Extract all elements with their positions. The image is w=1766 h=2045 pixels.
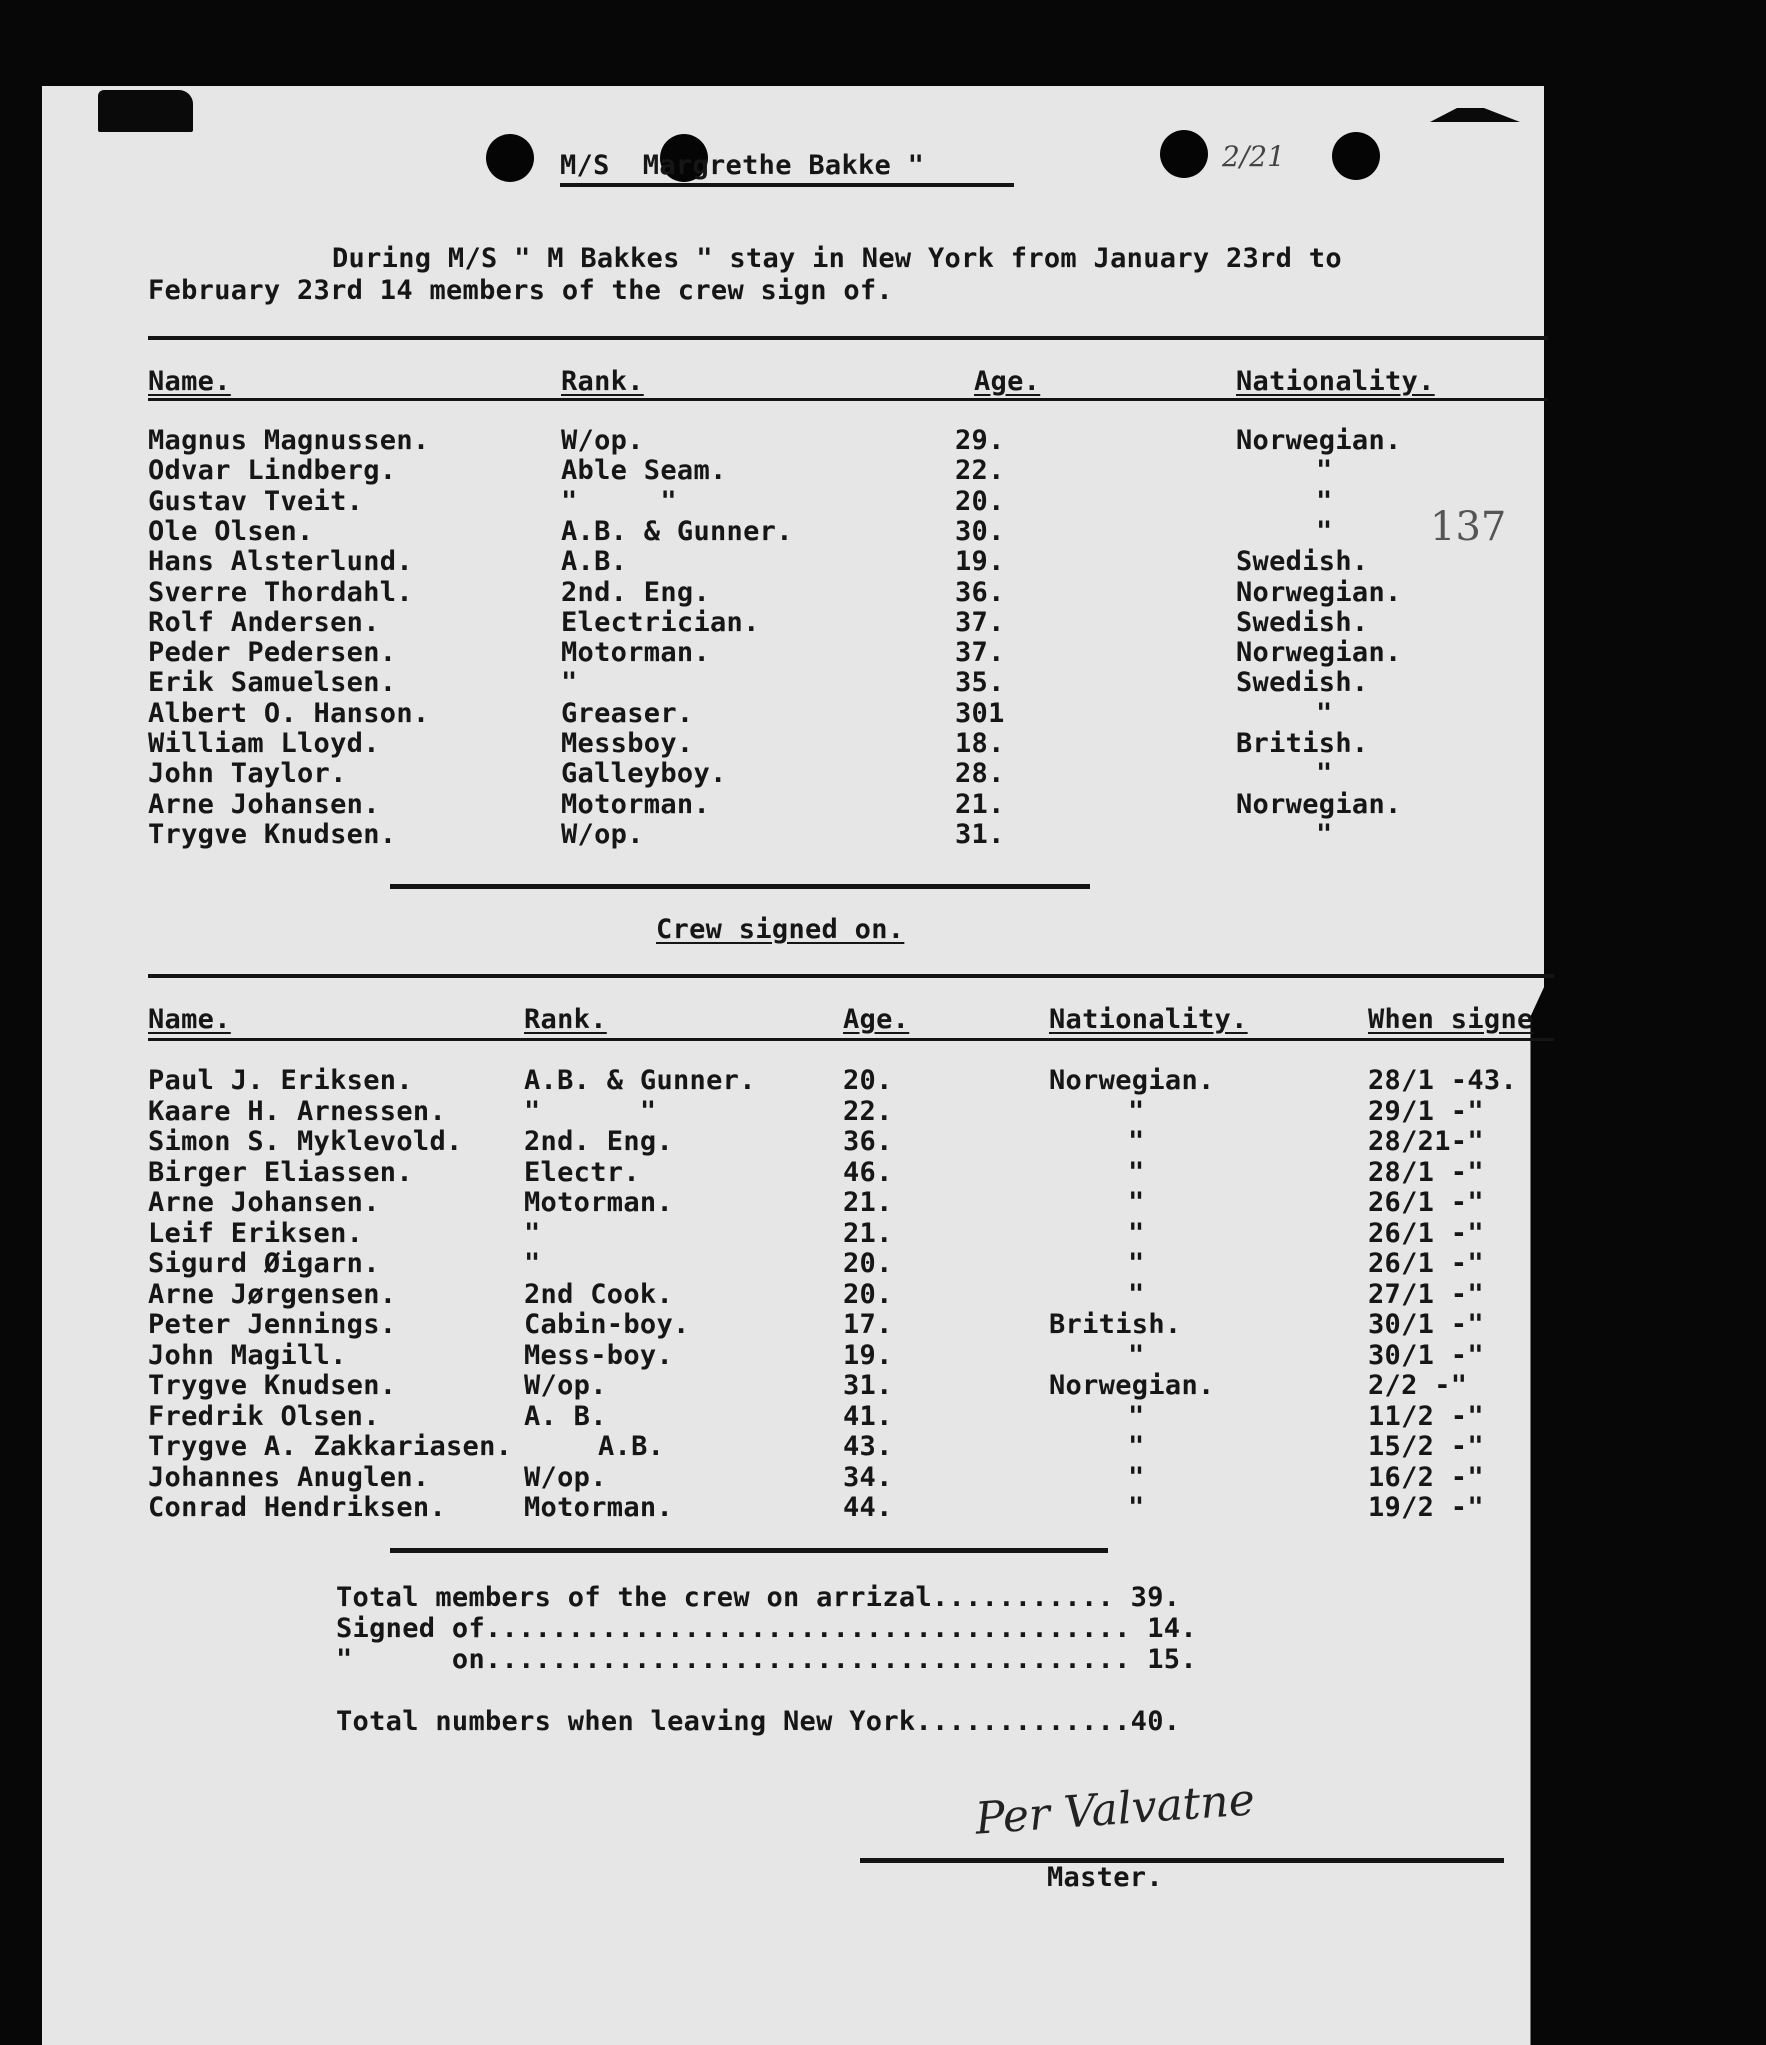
signed-on-age: 31. — [843, 1370, 893, 1401]
signed-off-row — [0, 607, 1500, 637]
signed-off-name: Arne Johansen. — [148, 788, 380, 820]
signed-on-when: 15/2 -" — [1368, 1431, 1484, 1462]
signed-on-rank: Electr. — [524, 1156, 640, 1188]
signed-off-rank: Motorman. — [561, 637, 710, 669]
signed-on-name: Trygve Knudsen. — [148, 1370, 397, 1401]
signed-on-row — [0, 1096, 1500, 1126]
signed-off-row — [0, 577, 1500, 607]
signed-off-nationality: British. — [1236, 728, 1369, 759]
signed-on-age: 22. — [843, 1095, 893, 1127]
signed-on-row — [0, 1492, 1500, 1522]
signed-on-nationality: " — [1128, 1187, 1145, 1218]
signed-off-age: 18. — [955, 728, 1005, 759]
signed-off-age: 22. — [955, 455, 1005, 487]
corner-blot — [98, 90, 193, 132]
header2-nationality: Nationality. — [1049, 1004, 1248, 1035]
signed-on-name: Birger Eliassen. — [148, 1156, 413, 1188]
signed-off-name: William Lloyd. — [148, 728, 380, 759]
signed-on-when: 19/2 -" — [1368, 1492, 1484, 1523]
signed-off-age: 28. — [955, 758, 1005, 790]
signed-on-age: 21. — [843, 1217, 893, 1249]
signed-off-age: 301 — [955, 697, 1005, 729]
punch-hole-4 — [1332, 132, 1380, 180]
signed-off-name: Gustav Tveit. — [148, 485, 364, 517]
signed-off-rank: A.B. & Gunner. — [561, 515, 793, 547]
signed-off-rank: Motorman. — [561, 788, 710, 820]
signed-off-name: Ole Olsen. — [148, 515, 314, 547]
signed-on-row — [0, 1340, 1500, 1370]
signed-on-row — [0, 1065, 1517, 1096]
summary-signed-off: Signed of....................................... 14. — [336, 1613, 1197, 1644]
signed-off-name: Peder Pedersen. — [148, 637, 397, 669]
signed-off-rank: W/op. — [561, 818, 644, 850]
signed-on-age: 41. — [843, 1400, 893, 1432]
signed-off-row — [0, 667, 1500, 697]
signed-off-row — [0, 698, 1500, 728]
signed-off-age: 31. — [955, 818, 1005, 850]
signed-on-name: Kaare H. Arnessen. — [148, 1095, 446, 1127]
signed-off-name: John Taylor. — [148, 758, 347, 790]
signed-on-when: 26/1 -" — [1368, 1248, 1484, 1279]
signed-on-when: 30/1 -" — [1368, 1339, 1484, 1371]
table2-header — [0, 1004, 1534, 1035]
signed-on-rank: " " — [524, 1095, 657, 1127]
table2-header-rule — [148, 1038, 1554, 1041]
signed-off-name: Erik Samuelsen. — [148, 667, 397, 699]
table1-header-rule — [148, 398, 1548, 401]
signed-on-age: 34. — [843, 1461, 893, 1493]
signed-off-rank: " " — [561, 485, 677, 517]
signed-off-rank: Able Seam. — [561, 455, 727, 487]
master-label: Master. — [1047, 1862, 1163, 1893]
signed-on-age: 44. — [843, 1492, 893, 1523]
signed-on-row — [0, 1462, 1500, 1492]
signed-off-nationality: " — [1316, 455, 1333, 487]
signed-off-nationality: Norwegian. — [1236, 425, 1402, 456]
signed-on-age: 21. — [843, 1187, 893, 1218]
signed-on-nationality: " — [1128, 1248, 1145, 1279]
signed-off-row — [0, 728, 1500, 758]
master-signature: Per Valvatne — [973, 1774, 1257, 1845]
signed-off-name: Albert O. Hanson. — [148, 697, 430, 729]
signed-off-nationality: Swedish. — [1236, 667, 1369, 699]
signed-off-nationality: Norwegian. — [1236, 576, 1402, 608]
signed-on-when: 29/1 -" — [1368, 1095, 1484, 1127]
signed-off-age: 36. — [955, 576, 1005, 608]
signed-off-name: Hans Alsterlund. — [148, 546, 413, 578]
signed-on-nationality: " — [1128, 1339, 1145, 1371]
header2-when: When signe — [1368, 1004, 1534, 1035]
signed-off-rank: W/op. — [561, 425, 644, 456]
signed-on-rank: 2nd. Eng. — [524, 1126, 673, 1157]
punch-hole-3 — [1160, 130, 1208, 178]
signed-on-nationality: " — [1128, 1095, 1145, 1127]
signed-off-name: Odvar Lindberg. — [148, 455, 397, 487]
signed-off-name: Rolf Andersen. — [148, 606, 380, 638]
signed-on-nationality: " — [1128, 1461, 1145, 1493]
document-title: M/S Margrethe Bakke " — [560, 150, 925, 181]
signed-off-nationality: " — [1316, 697, 1333, 729]
signed-on-rank: A.B. & Gunner. — [524, 1065, 756, 1096]
signed-off-nationality: Swedish. — [1236, 606, 1369, 638]
signed-on-row — [0, 1187, 1500, 1217]
signed-on-when: 2/2 -" — [1368, 1370, 1468, 1401]
signed-off-nationality: " — [1316, 515, 1333, 547]
signed-on-nationality: " — [1128, 1156, 1145, 1188]
signed-off-nationality: Norwegian. — [1236, 637, 1402, 669]
signed-on-row — [0, 1126, 1500, 1156]
signed-on-nationality: " — [1128, 1217, 1145, 1249]
signed-on-when: 26/1 -" — [1368, 1217, 1484, 1249]
signed-on-rank: " — [524, 1217, 541, 1249]
header-rank: Rank. — [561, 366, 644, 397]
header2-name: Name. — [148, 1004, 231, 1035]
page-number: 137 — [1430, 504, 1507, 550]
header-name: Name. — [148, 366, 231, 397]
signed-on-name: John Magill. — [148, 1339, 347, 1371]
signed-off-row — [0, 486, 1500, 516]
signed-off-rank: Messboy. — [561, 728, 694, 759]
signed-on-name: Trygve A. Zakkariasen. — [148, 1431, 513, 1462]
signed-on-rank: Cabin-boy. — [524, 1309, 690, 1340]
signed-on-when: 28/1 -" — [1368, 1156, 1484, 1188]
signed-on-when: 26/1 -" — [1368, 1187, 1484, 1218]
signed-on-row — [0, 1431, 1500, 1461]
signed-on-nationality: Norwegian. — [1049, 1370, 1215, 1401]
signed-on-rank: W/op. — [524, 1461, 607, 1493]
signed-on-rank: Motorman. — [524, 1187, 673, 1218]
signed-on-when: 16/2 -" — [1368, 1461, 1484, 1493]
signed-on-row — [0, 1279, 1500, 1309]
signed-off-nationality: " — [1316, 758, 1333, 790]
signed-off-row — [0, 819, 1500, 849]
table1-bottom-rule — [390, 884, 1090, 889]
signed-off-age: 21. — [955, 788, 1005, 820]
table1-top-rule — [148, 336, 1548, 340]
signed-on-row — [0, 1157, 1500, 1187]
signed-off-rank: 2nd. Eng. — [561, 576, 710, 608]
signed-on-name: Paul J. Eriksen. — [148, 1065, 413, 1096]
punch-hole-1 — [486, 134, 534, 182]
signed-off-name: Magnus Magnussen. — [148, 425, 430, 456]
signed-on-row — [0, 1218, 1500, 1248]
summary-total-arrival: Total members of the crew on arrizal........... 39. — [336, 1582, 1181, 1613]
signed-on-nationality: " — [1128, 1126, 1145, 1157]
signed-on-age: 20. — [843, 1248, 893, 1279]
signed-off-rank: " — [561, 667, 578, 699]
signed-off-row — [0, 425, 1500, 455]
signed-on-name: Arne Jørgensen. — [148, 1278, 397, 1310]
signed-on-when: 30/1 -" — [1368, 1309, 1484, 1340]
signed-off-age: 37. — [955, 637, 1005, 669]
signed-on-age: 36. — [843, 1126, 893, 1157]
signed-on-rank: 2nd Cook. — [524, 1278, 673, 1310]
summary-signed-on: " on....................................... 15. — [336, 1644, 1197, 1675]
signed-on-name: Fredrik Olsen. — [148, 1400, 380, 1432]
signed-off-nationality: Norwegian. — [1236, 788, 1402, 820]
signed-on-name: Peter Jennings. — [148, 1309, 397, 1340]
table2-top-rule — [148, 974, 1554, 978]
signed-on-nationality: " — [1128, 1278, 1145, 1310]
table2-bottom-rule — [390, 1548, 1108, 1553]
header-age: Age. — [974, 366, 1041, 397]
signed-on-title: Crew signed on. — [656, 914, 905, 945]
signed-off-row — [0, 516, 1500, 546]
signed-on-rank: A. B. — [524, 1400, 607, 1432]
signed-off-rank: Greaser. — [561, 697, 694, 729]
summary-total-leaving: Total numbers when leaving New York.............40. — [336, 1706, 1181, 1737]
signature-line — [860, 1858, 1504, 1863]
signed-on-row — [0, 1401, 1500, 1431]
signed-off-row — [0, 637, 1500, 667]
signed-on-age: 46. — [843, 1156, 893, 1188]
signed-off-nationality: Swedish. — [1236, 546, 1369, 578]
signed-on-row — [0, 1248, 1500, 1278]
signed-on-rank: Mess-boy. — [524, 1339, 673, 1371]
signed-off-row — [0, 455, 1500, 485]
signed-on-nationality: " — [1128, 1400, 1145, 1432]
signed-on-age: 17. — [843, 1309, 893, 1340]
title-underline — [560, 183, 1014, 187]
signed-off-nationality: " — [1316, 485, 1333, 517]
signed-off-age: 30. — [955, 515, 1005, 547]
signed-on-nationality: British. — [1049, 1309, 1182, 1340]
signed-on-rank: A.B. — [598, 1431, 665, 1462]
signed-on-nationality: Norwegian. — [1049, 1065, 1215, 1096]
signed-off-age: 29. — [955, 425, 1005, 456]
signed-off-age: 20. — [955, 485, 1005, 517]
header-nationality: Nationality. — [1236, 366, 1435, 397]
signed-on-name: Johannes Anuglen. — [148, 1461, 430, 1493]
signed-off-row — [0, 546, 1500, 576]
signed-off-rank: Electrician. — [561, 606, 760, 638]
signed-off-age: 19. — [955, 546, 1005, 578]
signed-on-age: 20. — [843, 1278, 893, 1310]
signed-off-age: 35. — [955, 667, 1005, 699]
signed-on-when: 28/21-" — [1368, 1126, 1484, 1157]
signed-on-age: 19. — [843, 1339, 893, 1371]
signed-on-name: Leif Eriksen. — [148, 1217, 364, 1249]
signed-on-rank: W/op. — [524, 1370, 607, 1401]
signed-on-when: 11/2 -" — [1368, 1400, 1484, 1432]
header2-rank: Rank. — [524, 1004, 607, 1035]
table1-header — [0, 366, 1500, 396]
intro-line-1: During M/S " M Bakkes " stay in New York from January 23rd to — [332, 243, 1342, 274]
signed-off-row — [0, 758, 1500, 788]
signed-off-rank: Galleyboy. — [561, 758, 727, 790]
signed-on-name: Simon S. Myklevold. — [148, 1126, 463, 1157]
header2-age: Age. — [843, 1004, 910, 1035]
signed-on-when: 28/1 -43. — [1368, 1065, 1517, 1096]
signed-off-name: Trygve Knudsen. — [148, 818, 397, 850]
intro-line-2: February 23rd 14 members of the crew sign of. — [148, 275, 893, 306]
signed-off-name: Sverre Thordahl. — [148, 576, 413, 608]
signed-on-name: Conrad Hendriksen. — [148, 1492, 446, 1523]
corner-note: 2/21 — [1222, 140, 1285, 173]
signed-on-nationality: " — [1128, 1492, 1145, 1523]
signed-on-name: Arne Johansen. — [148, 1187, 380, 1218]
signed-on-nationality: " — [1128, 1431, 1145, 1462]
signed-on-age: 43. — [843, 1431, 893, 1462]
signed-on-age: 20. — [843, 1065, 893, 1096]
signed-off-rank: A.B. — [561, 546, 628, 578]
signed-off-row — [0, 789, 1500, 819]
signed-on-when: 27/1 -" — [1368, 1278, 1484, 1310]
signed-off-age: 37. — [955, 606, 1005, 638]
signed-on-row — [0, 1370, 1500, 1400]
signed-on-rank: Motorman. — [524, 1492, 673, 1523]
signed-on-rank: " — [524, 1248, 541, 1279]
signed-on-row — [0, 1309, 1500, 1339]
signed-on-name: Sigurd Øigarn. — [148, 1248, 380, 1279]
signed-off-nationality: " — [1316, 818, 1333, 850]
